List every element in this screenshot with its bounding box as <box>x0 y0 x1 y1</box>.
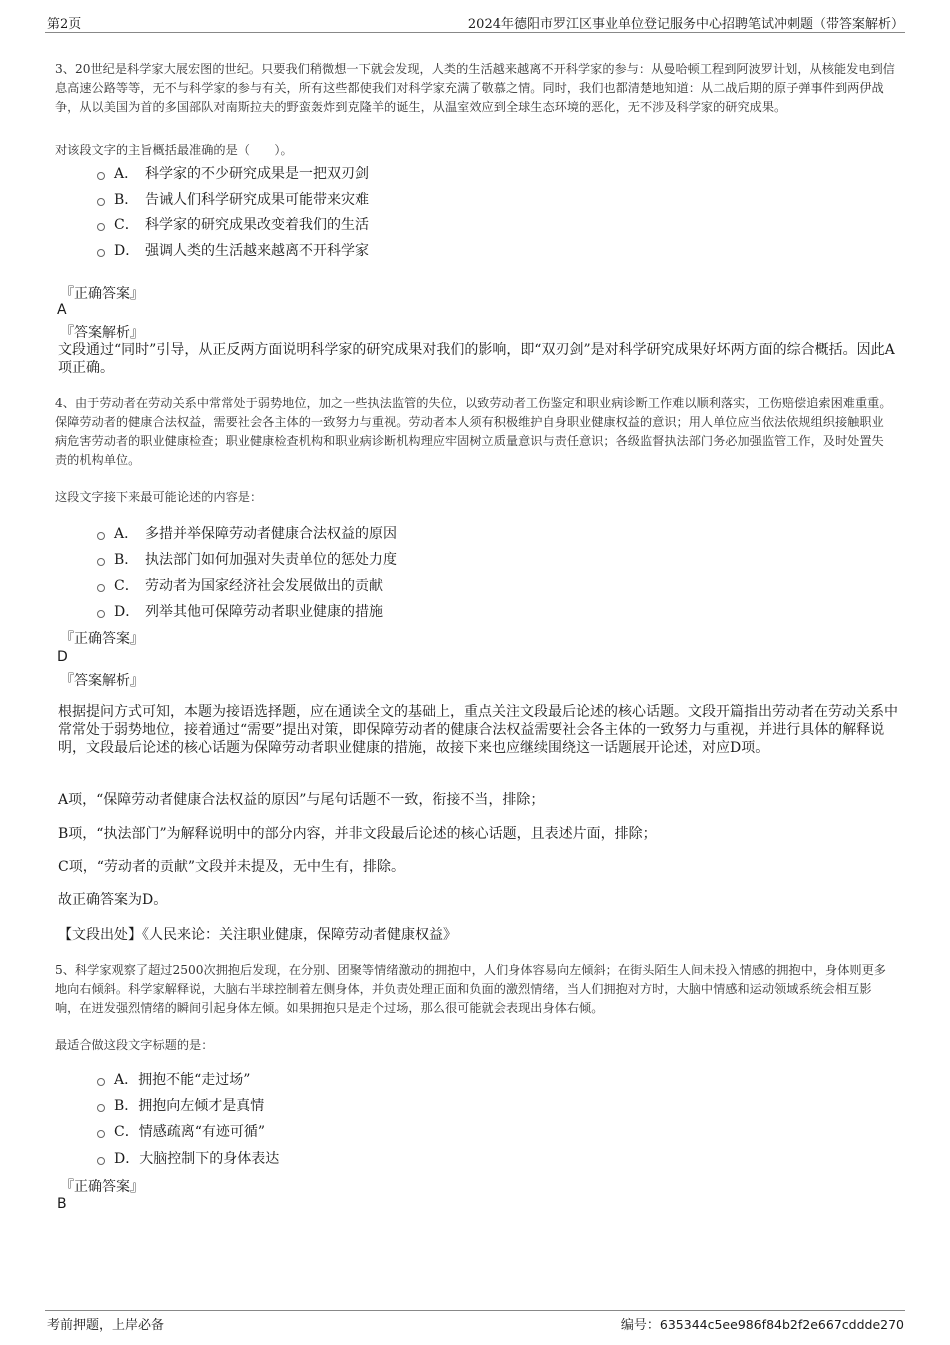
option-text: 拥抱向左倾才是真情 <box>138 1098 265 1114</box>
option-key: B． <box>114 1098 139 1114</box>
question-5-option-b[interactable] <box>97 1095 264 1115</box>
option-key: C． <box>114 578 139 594</box>
option-text: 告诫人们科学研究成果可能带来灾难 <box>145 192 369 208</box>
question-4-option-b[interactable] <box>97 549 397 569</box>
question-3-option-d[interactable] <box>97 240 369 260</box>
question-4-answer-label: 『正确答案』 <box>60 631 144 647</box>
question-3-prompt: 对该段文字的主旨概括最准确的是（ ）。 <box>55 143 293 157</box>
question-3-analysis: 文段通过“同时”引导，从正反两方面说明科学家的研究成果对我们的影响，即“双刃剑”是对科学研究成果好坏两方面的综合概括。因此A项正确。 <box>58 342 895 376</box>
option-key: D． <box>114 1151 140 1167</box>
footer-code-value: 635344c5ee986f84b2f2e667cddde270 <box>659 1317 904 1332</box>
footer-code-label: 编号： <box>620 1318 660 1333</box>
option-text: 执法部门如何加强对失责单位的惩处力度 <box>145 552 397 568</box>
question-5-text: 5、科学家观察了超过2500次拥抱后发现，在分别、团聚等情绪激动的拥抱中，人们身体容易向左倾斜；在街头陌生人间未投入情感的拥抱中，身体则更多地向右倾斜。科学家解释说，大脑右半球控制着左侧身体，并负责处理正面和负面的激烈情绪，当人们拥抱对方时，大脑中情感和运动领域系统会相互影响，在迸发强烈情绪的瞬间引起身体左倾。如果拥抱只是走个过场，那么很可能就会表现出身体右倾。 <box>55 963 886 1015</box>
question-3-text: 3、20世纪是科学家大展宏图的世纪。只要我们稍微想一下就会发现，人类的生活越来越离不开科学家的参与：从曼哈顿工程到阿波罗计划，从核能发电到信息高速公路等等，无不与科学家的参与有关，所有这些都使我们对科学家充满了敬慕之情。同时，我们也都清楚地知道：从二战后期的原子弹事件到两伊战争，从以美国为首的多国部队对南斯拉夫的野蛮轰炸到克隆羊的诞生，从温室效应到全球生态环境的恶化，无不涉及科学家的研究成果。 <box>55 62 895 114</box>
question-3-answer-label: 『正确答案』 <box>60 286 144 302</box>
question-5-prompt: 最适合做这段文字标题的是： <box>55 1038 214 1052</box>
option-key: C． <box>114 1124 139 1140</box>
option-key: B． <box>114 552 139 568</box>
question-3-analysis-label: 『答案解析』 <box>60 325 144 341</box>
question-4-text: 4、由于劳动者在劳动关系中常常处于弱势地位，加之一些执法监管的失位，以致劳动者工伤鉴定和职业病诊断工作难以顺利落实，工伤赔偿追索困难重重。保障劳动者的健康合法权益，需要社会各主体的一致努力与重视。劳动者本人须有积极维护自身职业健康权益的意识；用人单位应当依法依规组织接触职业病危害劳动者的职业健康检查；职业健康检查机构和职业病诊断机构理应牢固树立质量意识与责任意识；各级监督执法部门务必加强监管工作，及时处置失责的机构单位。 <box>55 396 892 467</box>
option-key: D． <box>114 243 140 259</box>
option-text: 大脑控制下的身体表达 <box>139 1151 280 1167</box>
footer-slogan: 考前押题，上岸必备 <box>47 1318 165 1333</box>
option-text: 强调人类的生活越来越离不开科学家 <box>145 243 369 259</box>
radio-icon[interactable] <box>97 532 105 540</box>
radio-icon[interactable] <box>97 584 105 592</box>
question-4-analysis-option-a: A项，“保障劳动者健康合法权益的原因”与尾句话题不一致，衔接不当，排除； <box>58 792 545 808</box>
question-3-answer: A <box>57 302 67 318</box>
option-text: 科学家的不少研究成果是一把双刃剑 <box>145 166 369 182</box>
question-5-answer-label: 『正确答案』 <box>60 1179 144 1195</box>
radio-icon[interactable] <box>97 249 105 257</box>
question-4-option-c[interactable] <box>97 575 383 595</box>
option-key: B． <box>114 192 139 208</box>
footer-rule <box>45 1310 905 1311</box>
radio-icon[interactable] <box>97 172 105 180</box>
header-rule <box>45 32 905 33</box>
radio-icon[interactable] <box>97 610 105 618</box>
question-4-prompt: 这段文字接下来最可能论述的内容是： <box>55 490 263 504</box>
question-5-option-a[interactable] <box>97 1069 250 1089</box>
radio-icon[interactable] <box>97 1104 105 1112</box>
option-text: 劳动者为国家经济社会发展做出的贡献 <box>145 578 383 594</box>
question-5-option-d[interactable] <box>97 1148 279 1168</box>
option-text: 列举其他可保障劳动者职业健康的措施 <box>145 604 383 620</box>
question-4-analysis-paragraph: 根据提问方式可知，本题为接语选择题，应在通读全文的基础上，重点关注文段最后论述的核心话题。文段开篇指出劳动者在劳动关系中常常处于弱势地位，接着通过“需要”提出对策，即保障劳动者的健康合法权益需要社会各主体的一致努力与重视，并进行具体的解释说明，文段最后论述的核心话题为保障劳动者职业健康的措施，故接下来也应继续围绕这一话题展开论述，对应D项。 <box>58 704 898 756</box>
question-4-source: 【文段出处】《人民来论：关注职业健康，保障劳动者健康权益》 <box>58 927 457 943</box>
document-title: 2024年德阳市罗江区事业单位登记服务中心招聘笔试冲刺题（带答案解析） <box>467 17 904 32</box>
option-text: 拥抱不能“走过场” <box>138 1072 251 1088</box>
radio-icon[interactable] <box>97 558 105 566</box>
option-key: A． <box>114 526 139 542</box>
radio-icon[interactable] <box>97 223 105 231</box>
option-text: 情感疏离“有迹可循” <box>138 1124 266 1140</box>
option-key: A． <box>114 1072 139 1088</box>
page-number: 第2页 <box>47 17 82 32</box>
question-3-option-c[interactable] <box>97 214 369 234</box>
question-4-analysis-label: 『答案解析』 <box>60 673 144 689</box>
question-4-analysis-option-c: C项，“劳动者的贡献”文段并未提及，无中生有，排除。 <box>58 859 406 875</box>
question-3-option-a[interactable] <box>97 163 369 183</box>
question-5-option-c[interactable] <box>97 1121 265 1141</box>
question-4-option-d[interactable] <box>97 601 383 621</box>
option-key: C． <box>114 217 139 233</box>
question-4-analysis-conclusion: 故正确答案为D。 <box>58 892 168 908</box>
question-3-option-b[interactable] <box>97 189 369 209</box>
question-5-answer: B <box>57 1196 67 1212</box>
radio-icon[interactable] <box>97 1078 105 1086</box>
option-text: 多措并举保障劳动者健康合法权益的原因 <box>145 526 397 542</box>
option-key: A． <box>114 166 139 182</box>
question-4-option-a[interactable] <box>97 523 397 543</box>
question-4-answer: D <box>57 649 68 665</box>
footer-code <box>621 1314 904 1333</box>
option-key: D． <box>114 604 140 620</box>
radio-icon[interactable] <box>97 1157 105 1165</box>
radio-icon[interactable] <box>97 1130 105 1138</box>
radio-icon[interactable] <box>97 198 105 206</box>
option-text: 科学家的研究成果改变着我们的生活 <box>145 217 369 233</box>
question-4-analysis-option-b: B项，“执法部门”为解释说明中的部分内容，并非文段最后论述的核心话题，且表述片面，排除； <box>58 826 657 842</box>
